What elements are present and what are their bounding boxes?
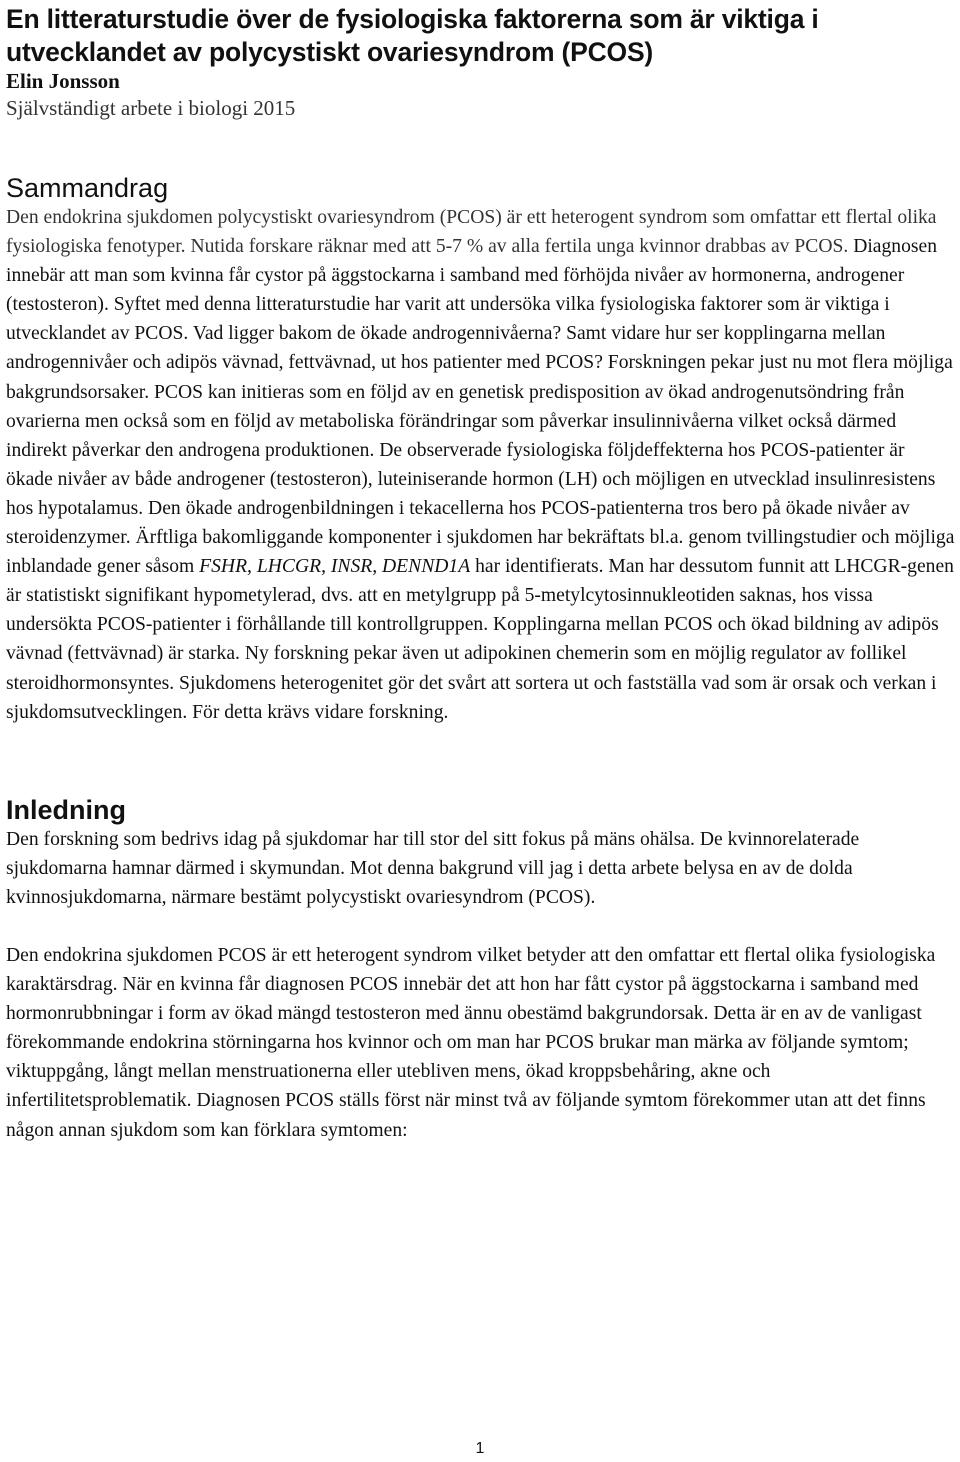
- course-line: Självständigt arbete i biologi 2015: [6, 96, 296, 120]
- sammandrag-tail-text: har identifierats. Man har dessutom funnit att LHCGR-genen är statistiskt signifikant hypometylerad, dvs. att en metylgrupp på 5-metylcytosinnukleotiden saknas, hos vissa undersökta PCOS-patienter i förhållande till kontrollgruppen. Kopplingarna mellan PCOS och ökad bildning av adipös vävnad (fettvävnad) är starka. Ny forskning pekar även ut adipokinen chemerin som en möjlig regulator av follikel steroidhormonsyntes. Sjukdomens heterogenitet gör det svårt att sortera ut och fastställa vad som är orsak och verkan i sjukdomsutvecklingen. För detta krävs vidare forskning.: [6, 556, 954, 723]
- document-title: En litteraturstudie över de fysiologiska faktorerna som är viktiga i utvecklandet av polycystiskt ovariesyndrom (PCOS): [6, 4, 819, 67]
- inledning-paragraph-1: Den forskning som bedrivs idag på sjukdomar har till stor del sitt fokus på mäns ohälsa. De kvinnorelaterade sjukdomarna hamnar därmed i skymundan. Mot denna bakgrund vill jag i detta arbete belysa en av de dolda kvinnosjukdomarna, närmare bestämt polycystiskt ovariesyndrom (PCOS).: [6, 828, 860, 908]
- sammandrag-lead-text: Den endokrina sjukdomen polycystiskt ovariesyndrom (PCOS) är ett heterogent syndrom som omfattar ett flertal olika fysiologiska fenotyper. Nutida forskare räknar med att 5-7 % av alla fertila unga kvinnor drabbas av PCOS.: [6, 207, 937, 258]
- document-page: [6, 0, 956, 1145]
- gene-names: FSHR, LHCGR, INSR, DENND1A: [199, 556, 471, 578]
- inledning-paragraph-2: Den endokrina sjukdomen PCOS är ett heterogent syndrom vilket betyder att den omfattar ett flertal olika fysiologiska karaktärsdrag. När en kvinna får diagnosen PCOS innebär det att hon har fått cystor på äggstockarna i samband med hormonrubbningar i form av ökad mängd testosteron med ännu obestämd bakgrundorsak. Detta är en av de vanligast förekommande endokrina störningarna hos kvinnor och om man har PCOS brukar man märka av följande symtom; viktuppgång, långt mellan menstruationerna eller utebliven mens, ökad kroppsbehåring, akne och infertilitetsproblematik. Diagnosen PCOS ställs först när minst två av följande symtom förekommer utan att det finns någon annan sjukdom som kan förklara symtomen:: [6, 944, 936, 1141]
- sammandrag-paragraph: [6, 203, 956, 727]
- section-heading-inledning: Inledning: [6, 794, 126, 825]
- section-heading-sammandrag: Sammandrag: [6, 173, 169, 203]
- sammandrag-main-text: Diagnosen innebär att man som kvinna får cystor på äggstockarna i samband med förhöjda nivåer av hormonerna, androgener (testosteron). Syftet med denna litteraturstudie har varit att undersöka vilka fysiologiska faktorer som är viktiga i utvecklandet av PCOS. Vad ligger bakom de ökade androgennivåerna? Samt vidare hur ser kopplingarna mellan androgennivåer och adipös vävnad, fettvävnad, ut hos patienter med PCOS? Forskningen pekar just nu mot flera möjliga bakgrundsorsaker. PCOS kan initieras som en följd av en genetisk predisposition av ökad androgenutsöndring från ovarierna men också som en följd av metaboliska förändringar som påverkar insulinnivåerna vilket också därmed indirekt påverkar den androgena produktionen. De observerade fysiologiska följdeffekterna hos PCOS-patienter är ökade nivåer av både androgener (testosteron), luteiniserande hormon (LH) och möjligen en utvecklad insulinresistens hos hypotalamus. Den ökade androgenbildningen i tekacellerna hos PCOS-patienterna tros bero på ökade nivåer av steroidenzymer. Ärftliga bakomliggande komponenter i sjukdomen har bekräftats bl.a. genom tvillingstudier och möjliga inblandade gener såsom: [6, 236, 955, 578]
- page-number: 1: [475, 1440, 485, 1457]
- author-name: Elin Jonsson: [6, 69, 120, 93]
